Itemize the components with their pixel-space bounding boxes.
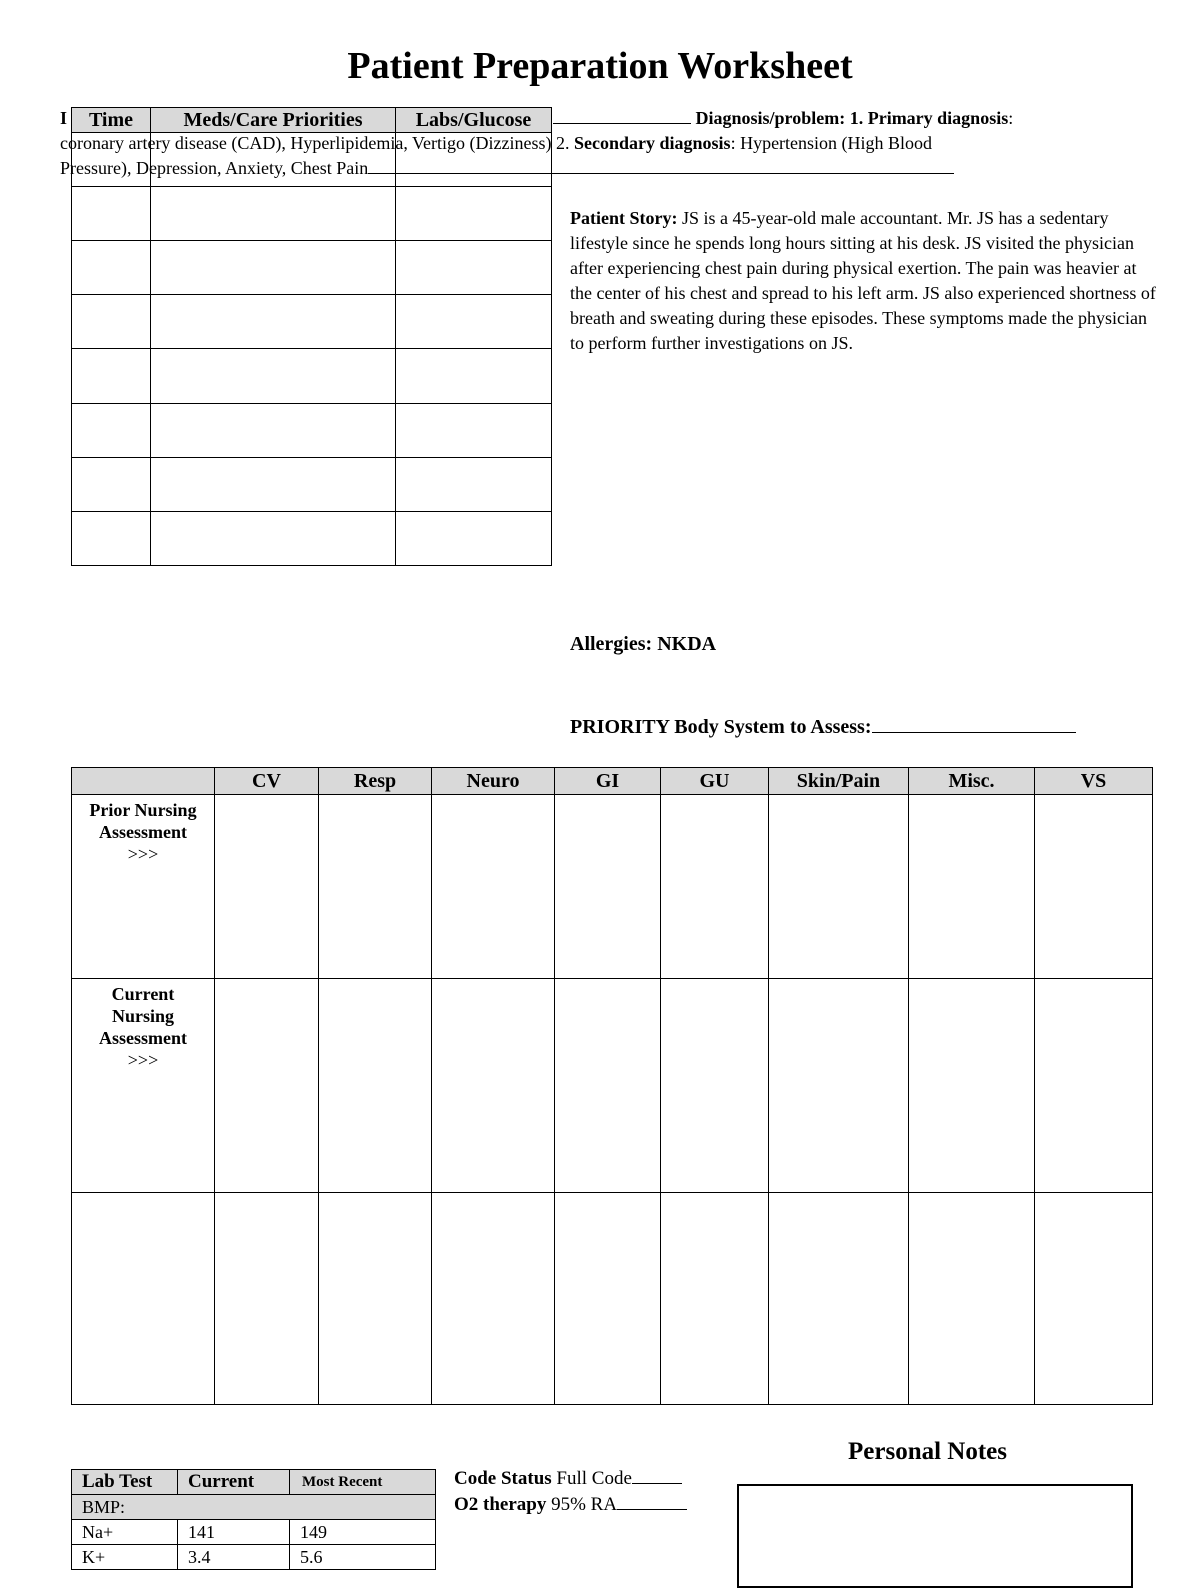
assessment-header-neuro: Neuro [432, 768, 555, 795]
meds-cell[interactable] [72, 241, 151, 295]
meds-cell[interactable] [72, 295, 151, 349]
assessment-cell[interactable] [555, 795, 661, 979]
assessment-cell[interactable] [319, 1192, 432, 1404]
allergies-value: NKDA [657, 633, 717, 655]
lab-test-header: Lab Test [72, 1470, 178, 1495]
most-recent-header: Most Recent [290, 1470, 436, 1495]
meds-cell[interactable] [72, 403, 151, 457]
meds-cell[interactable] [396, 457, 552, 511]
meds-cell[interactable] [151, 403, 396, 457]
patient-story [570, 206, 1160, 356]
labs-glucose-header: Labs/Glucose [396, 108, 552, 133]
assessment-cell[interactable] [215, 795, 319, 979]
o2-therapy-value: 95% RA [551, 1494, 618, 1515]
personal-notes-title: Personal Notes [848, 1438, 1007, 1465]
meds-cell[interactable] [151, 187, 396, 241]
assessment-header-gi: GI [555, 768, 661, 795]
meds-care-header: Meds/Care Priorities [151, 108, 396, 133]
assessment-cell[interactable] [661, 795, 769, 979]
assessment-header-misc: Misc. [909, 768, 1035, 795]
assessment-cell[interactable] [769, 1192, 909, 1404]
diagnosis-label: Diagnosis/problem: [695, 108, 846, 128]
assessment-cell[interactable] [555, 1192, 661, 1404]
diagnosis-line-2 [60, 133, 932, 154]
primary-diagnosis-label: 1. Primary diagnosis [849, 108, 1009, 128]
assessment-cell[interactable] [319, 795, 432, 979]
assessment-cell[interactable] [555, 979, 661, 1192]
assessment-cell[interactable] [769, 979, 909, 1192]
assessment-cell[interactable] [909, 979, 1035, 1192]
meds-cell[interactable] [151, 241, 396, 295]
meds-cell[interactable] [396, 349, 552, 403]
assessment-cell[interactable] [432, 979, 555, 1192]
current-header: Current [178, 1470, 290, 1495]
assessment-cell[interactable] [1035, 1192, 1153, 1404]
assessment-cell[interactable] [215, 1192, 319, 1404]
assessment-cell[interactable] [319, 979, 432, 1192]
meds-cell[interactable] [151, 457, 396, 511]
personal-notes-box[interactable] [737, 1484, 1133, 1588]
assessment-cell[interactable] [1035, 795, 1153, 979]
code-status [454, 1468, 682, 1490]
page-title: Patient Preparation Worksheet [347, 45, 853, 87]
o2-therapy-label: O2 therapy [454, 1494, 547, 1515]
meds-cell[interactable] [72, 511, 151, 565]
secondary-diagnosis-label: Secondary diagnosis [574, 133, 731, 153]
meds-cell[interactable] [72, 457, 151, 511]
code-status-value: Full Code [556, 1468, 632, 1489]
table-row: K+ 3.4 5.6 [72, 1545, 436, 1570]
assessment-cell[interactable] [215, 979, 319, 1192]
patient-story-label: Patient Story: [570, 208, 678, 228]
assessment-table [71, 767, 1153, 1405]
diagnosis-prefix: I [60, 108, 68, 128]
assessment-header-resp: Resp [319, 768, 432, 795]
meds-cell[interactable] [396, 403, 552, 457]
meds-cell[interactable] [151, 349, 396, 403]
secondary-diagnosis-text: : Hypertension (High Blood [730, 133, 933, 153]
assessment-cell[interactable] [909, 1192, 1035, 1404]
meds-cell[interactable] [151, 511, 396, 565]
assessment-header-vs: VS [1035, 768, 1153, 795]
bmp-section: BMP: [72, 1495, 436, 1520]
priority-field[interactable] [872, 718, 1076, 733]
assessment-header-skin-pain: Skin/Pain [769, 768, 909, 795]
assessment-cell[interactable] [432, 1192, 555, 1404]
blank-assessment-label [72, 1192, 215, 1404]
time-header: Time [72, 108, 151, 133]
diagnosis-line-1: I Diagnosis/problem: 1. Primary diagnosis: [60, 108, 1014, 128]
table-row: Na+ 141 149 [72, 1520, 436, 1545]
prior-assessment-label: Prior Nursing Assessment >>> [72, 795, 215, 979]
meds-cell[interactable] [72, 187, 151, 241]
current-assessment-label: Current Nursing Assessment >>> [72, 979, 215, 1192]
assessment-header-cv: CV [215, 768, 319, 795]
priority-body-system [570, 716, 1076, 739]
meds-cell[interactable] [396, 511, 552, 565]
meds-cell[interactable] [72, 349, 151, 403]
allergies-label: Allergies: [570, 633, 653, 655]
assessment-cell[interactable] [1035, 979, 1153, 1192]
assessment-cell[interactable] [769, 795, 909, 979]
priority-label: PRIORITY Body System to Assess: [570, 716, 872, 738]
meds-cell[interactable] [151, 295, 396, 349]
assessment-cell[interactable] [432, 795, 555, 979]
assessment-cell[interactable] [661, 979, 769, 1192]
meds-cell[interactable] [396, 295, 552, 349]
meds-cell[interactable] [396, 241, 552, 295]
lab-table [71, 1469, 436, 1570]
diagnosis-line-3: Pressure), Depression, Anxiety, Chest Pain [60, 158, 954, 179]
assessment-header-gu: GU [661, 768, 769, 795]
code-status-label: Code Status [454, 1468, 552, 1489]
primary-diagnosis-text: coronary artery disease (CAD), Hyperlipidemia, Vertigo (Dizziness) 2. [60, 133, 570, 153]
meds-cell[interactable] [396, 187, 552, 241]
o2-therapy [454, 1494, 687, 1516]
assessment-cell[interactable] [661, 1192, 769, 1404]
patient-story-text: JS is a 45-year-old male accountant. Mr. JS has a sedentary lifestyle since he spends long hours sitting at his desk. JS visited the physician after experiencing chest pain during physical exertion. The pain was heavier at the center of his chest and spread to his left arm. JS also experienced shortness of breath and sweating during these episodes. These symptoms made the physician to perform further investigations on JS. [570, 208, 1156, 353]
allergies [570, 633, 716, 656]
assessment-cell[interactable] [909, 795, 1035, 979]
assessment-header-corner [72, 768, 215, 795]
